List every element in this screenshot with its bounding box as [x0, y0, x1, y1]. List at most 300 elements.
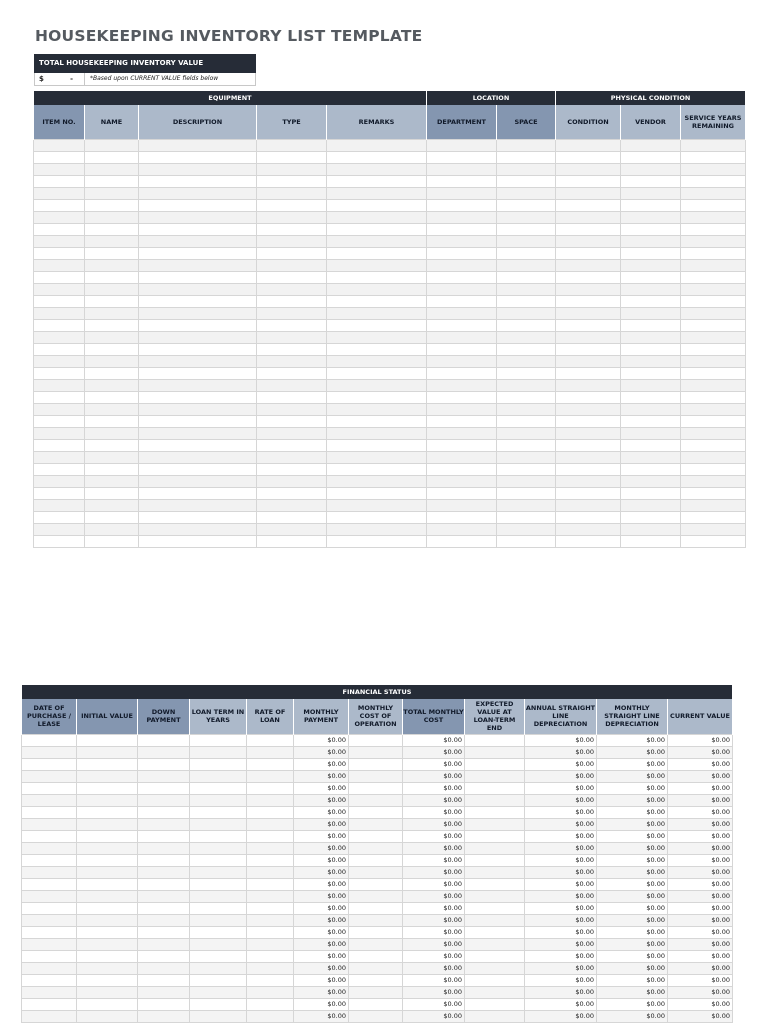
financial-value-cell[interactable]: $0.00 [525, 914, 597, 926]
inventory-cell[interactable] [34, 463, 85, 475]
financial-value-cell[interactable]: $0.00 [668, 758, 733, 770]
inventory-cell[interactable] [427, 511, 497, 523]
financial-cell[interactable] [465, 914, 525, 926]
inventory-cell[interactable] [497, 271, 556, 283]
financial-cell[interactable] [247, 830, 294, 842]
inventory-cell[interactable] [621, 187, 681, 199]
inventory-cell[interactable] [139, 247, 257, 259]
inventory-cell[interactable] [556, 271, 621, 283]
financial-cell[interactable] [22, 866, 77, 878]
inventory-cell[interactable] [85, 295, 139, 307]
inventory-cell[interactable] [427, 535, 497, 547]
inventory-cell[interactable] [257, 331, 327, 343]
inventory-cell[interactable] [85, 403, 139, 415]
inventory-cell[interactable] [34, 511, 85, 523]
financial-cell[interactable] [190, 854, 247, 866]
financial-cell[interactable] [190, 1010, 247, 1022]
inventory-cell[interactable] [257, 307, 327, 319]
inventory-cell[interactable] [427, 235, 497, 247]
inventory-cell[interactable] [681, 319, 746, 331]
financial-value-cell[interactable]: $0.00 [403, 998, 465, 1010]
financial-cell[interactable] [465, 734, 525, 746]
financial-cell[interactable] [22, 938, 77, 950]
financial-value-cell[interactable]: $0.00 [668, 794, 733, 806]
financial-cell[interactable] [465, 950, 525, 962]
inventory-cell[interactable] [621, 331, 681, 343]
financial-value-cell[interactable]: $0.00 [668, 986, 733, 998]
financial-cell[interactable] [247, 758, 294, 770]
inventory-cell[interactable] [681, 139, 746, 151]
inventory-cell[interactable] [427, 415, 497, 427]
financial-cell[interactable] [349, 890, 403, 902]
financial-cell[interactable] [22, 974, 77, 986]
financial-cell[interactable] [190, 950, 247, 962]
inventory-cell[interactable] [327, 355, 427, 367]
financial-cell[interactable] [190, 830, 247, 842]
inventory-cell[interactable] [327, 535, 427, 547]
financial-cell[interactable] [190, 878, 247, 890]
financial-cell[interactable] [349, 1010, 403, 1022]
inventory-cell[interactable] [427, 319, 497, 331]
inventory-cell[interactable] [621, 391, 681, 403]
inventory-cell[interactable] [681, 511, 746, 523]
inventory-cell[interactable] [85, 223, 139, 235]
inventory-cell[interactable] [34, 343, 85, 355]
financial-cell[interactable] [138, 830, 190, 842]
inventory-cell[interactable] [621, 523, 681, 535]
financial-cell[interactable] [77, 986, 138, 998]
financial-value-cell[interactable]: $0.00 [403, 746, 465, 758]
financial-cell[interactable] [247, 794, 294, 806]
inventory-cell[interactable] [621, 271, 681, 283]
inventory-cell[interactable] [139, 451, 257, 463]
financial-cell[interactable] [77, 962, 138, 974]
financial-cell[interactable] [247, 986, 294, 998]
financial-cell[interactable] [349, 794, 403, 806]
financial-value-cell[interactable]: $0.00 [525, 938, 597, 950]
inventory-cell[interactable] [681, 307, 746, 319]
financial-value-cell[interactable]: $0.00 [597, 794, 668, 806]
inventory-cell[interactable] [34, 475, 85, 487]
financial-value-cell[interactable]: $0.00 [294, 878, 349, 890]
inventory-cell[interactable] [34, 295, 85, 307]
financial-cell[interactable] [190, 746, 247, 758]
financial-value-cell[interactable]: $0.00 [294, 914, 349, 926]
inventory-cell[interactable] [327, 211, 427, 223]
inventory-cell[interactable] [497, 163, 556, 175]
inventory-cell[interactable] [427, 499, 497, 511]
inventory-cell[interactable] [34, 271, 85, 283]
financial-value-cell[interactable]: $0.00 [403, 962, 465, 974]
inventory-cell[interactable] [681, 499, 746, 511]
financial-value-cell[interactable]: $0.00 [294, 854, 349, 866]
inventory-cell[interactable] [681, 151, 746, 163]
financial-cell[interactable] [138, 842, 190, 854]
inventory-cell[interactable] [427, 187, 497, 199]
financial-value-cell[interactable]: $0.00 [294, 806, 349, 818]
financial-cell[interactable] [22, 950, 77, 962]
inventory-cell[interactable] [621, 235, 681, 247]
financial-cell[interactable] [138, 902, 190, 914]
inventory-cell[interactable] [497, 343, 556, 355]
financial-cell[interactable] [138, 986, 190, 998]
financial-value-cell[interactable]: $0.00 [668, 1010, 733, 1022]
inventory-cell[interactable] [497, 535, 556, 547]
financial-value-cell[interactable]: $0.00 [525, 794, 597, 806]
financial-value-cell[interactable]: $0.00 [668, 830, 733, 842]
total-value-cell[interactable] [35, 73, 85, 85]
financial-value-cell[interactable]: $0.00 [525, 998, 597, 1010]
inventory-cell[interactable] [556, 151, 621, 163]
inventory-cell[interactable] [681, 187, 746, 199]
financial-value-cell[interactable]: $0.00 [294, 782, 349, 794]
inventory-cell[interactable] [497, 511, 556, 523]
financial-cell[interactable] [138, 866, 190, 878]
inventory-cell[interactable] [681, 295, 746, 307]
inventory-cell[interactable] [85, 523, 139, 535]
financial-value-cell[interactable]: $0.00 [525, 734, 597, 746]
inventory-cell[interactable] [327, 283, 427, 295]
inventory-cell[interactable] [85, 139, 139, 151]
inventory-cell[interactable] [427, 463, 497, 475]
inventory-cell[interactable] [257, 451, 327, 463]
financial-cell[interactable] [349, 734, 403, 746]
inventory-cell[interactable] [34, 499, 85, 511]
financial-cell[interactable] [77, 890, 138, 902]
inventory-cell[interactable] [556, 355, 621, 367]
inventory-cell[interactable] [681, 247, 746, 259]
financial-value-cell[interactable]: $0.00 [525, 770, 597, 782]
inventory-cell[interactable] [85, 463, 139, 475]
financial-cell[interactable] [190, 914, 247, 926]
financial-value-cell[interactable]: $0.00 [294, 770, 349, 782]
inventory-cell[interactable] [139, 271, 257, 283]
inventory-cell[interactable] [681, 271, 746, 283]
financial-cell[interactable] [77, 1010, 138, 1022]
financial-cell[interactable] [190, 926, 247, 938]
inventory-cell[interactable] [327, 487, 427, 499]
inventory-cell[interactable] [427, 355, 497, 367]
inventory-cell[interactable] [497, 415, 556, 427]
inventory-cell[interactable] [327, 151, 427, 163]
financial-cell[interactable] [349, 866, 403, 878]
inventory-cell[interactable] [257, 139, 327, 151]
inventory-cell[interactable] [257, 319, 327, 331]
inventory-cell[interactable] [556, 187, 621, 199]
inventory-cell[interactable] [681, 535, 746, 547]
financial-value-cell[interactable]: $0.00 [668, 770, 733, 782]
inventory-cell[interactable] [497, 439, 556, 451]
financial-value-cell[interactable]: $0.00 [597, 878, 668, 890]
inventory-cell[interactable] [257, 487, 327, 499]
financial-cell[interactable] [77, 830, 138, 842]
inventory-cell[interactable] [427, 295, 497, 307]
inventory-cell[interactable] [621, 175, 681, 187]
financial-cell[interactable] [349, 926, 403, 938]
inventory-cell[interactable] [257, 343, 327, 355]
financial-value-cell[interactable]: $0.00 [403, 854, 465, 866]
financial-cell[interactable] [138, 818, 190, 830]
inventory-cell[interactable] [85, 319, 139, 331]
inventory-cell[interactable] [621, 439, 681, 451]
inventory-cell[interactable] [139, 319, 257, 331]
inventory-cell[interactable] [681, 211, 746, 223]
financial-value-cell[interactable]: $0.00 [294, 890, 349, 902]
inventory-cell[interactable] [427, 151, 497, 163]
inventory-cell[interactable] [497, 259, 556, 271]
inventory-cell[interactable] [497, 451, 556, 463]
inventory-cell[interactable] [427, 487, 497, 499]
inventory-cell[interactable] [327, 403, 427, 415]
financial-cell[interactable] [190, 770, 247, 782]
inventory-cell[interactable] [556, 247, 621, 259]
inventory-cell[interactable] [497, 151, 556, 163]
financial-value-cell[interactable]: $0.00 [597, 854, 668, 866]
inventory-cell[interactable] [139, 427, 257, 439]
financial-value-cell[interactable]: $0.00 [597, 770, 668, 782]
inventory-cell[interactable] [34, 187, 85, 199]
financial-cell[interactable] [349, 818, 403, 830]
inventory-cell[interactable] [139, 355, 257, 367]
inventory-cell[interactable] [327, 343, 427, 355]
financial-cell[interactable] [22, 854, 77, 866]
inventory-cell[interactable] [621, 499, 681, 511]
inventory-cell[interactable] [85, 379, 139, 391]
financial-cell[interactable] [247, 806, 294, 818]
financial-value-cell[interactable]: $0.00 [403, 830, 465, 842]
financial-cell[interactable] [247, 1010, 294, 1022]
inventory-cell[interactable] [497, 283, 556, 295]
financial-cell[interactable] [77, 818, 138, 830]
inventory-cell[interactable] [556, 511, 621, 523]
financial-value-cell[interactable]: $0.00 [525, 926, 597, 938]
financial-value-cell[interactable]: $0.00 [525, 758, 597, 770]
inventory-cell[interactable] [34, 331, 85, 343]
inventory-cell[interactable] [139, 379, 257, 391]
financial-cell[interactable] [77, 902, 138, 914]
inventory-cell[interactable] [497, 355, 556, 367]
inventory-cell[interactable] [34, 367, 85, 379]
inventory-cell[interactable] [621, 283, 681, 295]
financial-cell[interactable] [77, 758, 138, 770]
inventory-cell[interactable] [621, 163, 681, 175]
inventory-cell[interactable] [497, 475, 556, 487]
financial-cell[interactable] [349, 950, 403, 962]
financial-value-cell[interactable]: $0.00 [668, 866, 733, 878]
financial-cell[interactable] [465, 830, 525, 842]
financial-value-cell[interactable]: $0.00 [597, 842, 668, 854]
financial-cell[interactable] [77, 950, 138, 962]
inventory-cell[interactable] [257, 247, 327, 259]
financial-value-cell[interactable]: $0.00 [294, 746, 349, 758]
inventory-cell[interactable] [427, 199, 497, 211]
financial-cell[interactable] [138, 782, 190, 794]
inventory-cell[interactable] [85, 439, 139, 451]
financial-cell[interactable] [247, 746, 294, 758]
financial-cell[interactable] [138, 806, 190, 818]
financial-cell[interactable] [22, 902, 77, 914]
financial-cell[interactable] [77, 854, 138, 866]
financial-value-cell[interactable]: $0.00 [597, 974, 668, 986]
financial-value-cell[interactable]: $0.00 [403, 842, 465, 854]
inventory-cell[interactable] [327, 259, 427, 271]
financial-value-cell[interactable]: $0.00 [668, 878, 733, 890]
inventory-cell[interactable] [327, 415, 427, 427]
financial-value-cell[interactable]: $0.00 [597, 758, 668, 770]
financial-cell[interactable] [349, 902, 403, 914]
inventory-cell[interactable] [327, 295, 427, 307]
inventory-cell[interactable] [427, 163, 497, 175]
inventory-cell[interactable] [556, 415, 621, 427]
inventory-cell[interactable] [139, 283, 257, 295]
inventory-cell[interactable] [139, 259, 257, 271]
financial-value-cell[interactable]: $0.00 [668, 890, 733, 902]
financial-cell[interactable] [77, 914, 138, 926]
inventory-cell[interactable] [85, 343, 139, 355]
inventory-cell[interactable] [257, 175, 327, 187]
inventory-cell[interactable] [681, 403, 746, 415]
inventory-cell[interactable] [85, 391, 139, 403]
financial-value-cell[interactable]: $0.00 [403, 878, 465, 890]
financial-value-cell[interactable]: $0.00 [525, 890, 597, 902]
inventory-cell[interactable] [556, 487, 621, 499]
inventory-cell[interactable] [497, 331, 556, 343]
financial-value-cell[interactable]: $0.00 [294, 998, 349, 1010]
inventory-cell[interactable] [621, 367, 681, 379]
financial-cell[interactable] [190, 794, 247, 806]
inventory-cell[interactable] [327, 187, 427, 199]
financial-value-cell[interactable]: $0.00 [403, 938, 465, 950]
inventory-cell[interactable] [85, 211, 139, 223]
financial-cell[interactable] [138, 1010, 190, 1022]
inventory-cell[interactable] [621, 295, 681, 307]
inventory-cell[interactable] [85, 535, 139, 547]
inventory-cell[interactable] [327, 451, 427, 463]
inventory-cell[interactable] [139, 511, 257, 523]
financial-value-cell[interactable]: $0.00 [525, 842, 597, 854]
inventory-cell[interactable] [139, 163, 257, 175]
inventory-cell[interactable] [556, 451, 621, 463]
financial-value-cell[interactable]: $0.00 [403, 926, 465, 938]
inventory-cell[interactable] [85, 451, 139, 463]
inventory-cell[interactable] [34, 451, 85, 463]
financial-value-cell[interactable]: $0.00 [403, 866, 465, 878]
inventory-cell[interactable] [327, 307, 427, 319]
financial-cell[interactable] [349, 758, 403, 770]
inventory-cell[interactable] [681, 475, 746, 487]
financial-cell[interactable] [190, 998, 247, 1010]
inventory-cell[interactable] [34, 259, 85, 271]
inventory-cell[interactable] [556, 343, 621, 355]
inventory-cell[interactable] [257, 283, 327, 295]
inventory-cell[interactable] [427, 247, 497, 259]
financial-value-cell[interactable]: $0.00 [403, 914, 465, 926]
inventory-cell[interactable] [34, 319, 85, 331]
financial-value-cell[interactable]: $0.00 [403, 1010, 465, 1022]
inventory-cell[interactable] [34, 307, 85, 319]
inventory-cell[interactable] [139, 523, 257, 535]
inventory-cell[interactable] [257, 223, 327, 235]
inventory-cell[interactable] [621, 415, 681, 427]
inventory-cell[interactable] [497, 211, 556, 223]
inventory-cell[interactable] [556, 367, 621, 379]
inventory-cell[interactable] [327, 163, 427, 175]
inventory-cell[interactable] [327, 247, 427, 259]
inventory-cell[interactable] [139, 139, 257, 151]
financial-value-cell[interactable]: $0.00 [525, 806, 597, 818]
financial-cell[interactable] [190, 962, 247, 974]
inventory-cell[interactable] [497, 247, 556, 259]
inventory-cell[interactable] [621, 199, 681, 211]
inventory-cell[interactable] [85, 331, 139, 343]
inventory-cell[interactable] [556, 283, 621, 295]
inventory-cell[interactable] [556, 163, 621, 175]
inventory-cell[interactable] [621, 511, 681, 523]
inventory-cell[interactable] [556, 199, 621, 211]
financial-cell[interactable] [22, 842, 77, 854]
financial-cell[interactable] [190, 818, 247, 830]
inventory-cell[interactable] [139, 211, 257, 223]
financial-cell[interactable] [77, 998, 138, 1010]
financial-cell[interactable] [465, 902, 525, 914]
financial-cell[interactable] [349, 962, 403, 974]
financial-value-cell[interactable]: $0.00 [403, 782, 465, 794]
inventory-cell[interactable] [621, 307, 681, 319]
financial-cell[interactable] [77, 974, 138, 986]
financial-value-cell[interactable]: $0.00 [294, 1010, 349, 1022]
inventory-cell[interactable] [327, 475, 427, 487]
financial-cell[interactable] [465, 890, 525, 902]
inventory-cell[interactable] [257, 499, 327, 511]
inventory-cell[interactable] [556, 499, 621, 511]
financial-value-cell[interactable]: $0.00 [597, 902, 668, 914]
financial-cell[interactable] [465, 878, 525, 890]
inventory-cell[interactable] [681, 415, 746, 427]
inventory-cell[interactable] [257, 427, 327, 439]
inventory-cell[interactable] [139, 535, 257, 547]
inventory-cell[interactable] [85, 163, 139, 175]
financial-cell[interactable] [22, 794, 77, 806]
inventory-cell[interactable] [621, 451, 681, 463]
financial-cell[interactable] [22, 806, 77, 818]
financial-cell[interactable] [465, 986, 525, 998]
financial-cell[interactable] [465, 758, 525, 770]
financial-cell[interactable] [247, 818, 294, 830]
financial-value-cell[interactable]: $0.00 [525, 902, 597, 914]
inventory-cell[interactable] [427, 379, 497, 391]
inventory-cell[interactable] [621, 319, 681, 331]
financial-cell[interactable] [22, 986, 77, 998]
financial-value-cell[interactable]: $0.00 [597, 818, 668, 830]
financial-value-cell[interactable]: $0.00 [294, 926, 349, 938]
inventory-cell[interactable] [497, 199, 556, 211]
inventory-cell[interactable] [257, 523, 327, 535]
inventory-cell[interactable] [427, 451, 497, 463]
inventory-cell[interactable] [497, 487, 556, 499]
financial-value-cell[interactable]: $0.00 [668, 734, 733, 746]
inventory-cell[interactable] [85, 427, 139, 439]
financial-cell[interactable] [349, 770, 403, 782]
inventory-cell[interactable] [621, 343, 681, 355]
financial-cell[interactable] [77, 878, 138, 890]
financial-cell[interactable] [22, 1010, 77, 1022]
financial-value-cell[interactable]: $0.00 [294, 986, 349, 998]
inventory-cell[interactable] [681, 223, 746, 235]
inventory-cell[interactable] [85, 499, 139, 511]
financial-cell[interactable] [247, 854, 294, 866]
financial-value-cell[interactable]: $0.00 [403, 986, 465, 998]
inventory-cell[interactable] [497, 499, 556, 511]
